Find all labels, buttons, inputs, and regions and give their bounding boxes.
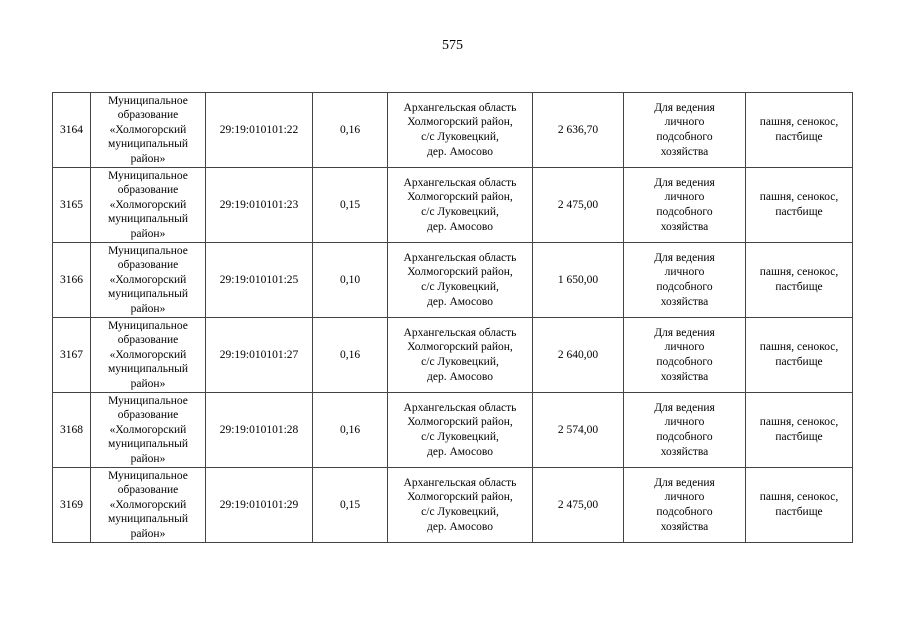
permitted-use-cell: Для ведения личного подсобного хозяйства [624, 93, 746, 168]
area-cell: 0,16 [313, 393, 388, 468]
table-row [53, 318, 853, 393]
owner-cell: Муниципальное образование «Холмогорский муниципальный район» [91, 393, 206, 468]
permitted-use-cell: Для ведения личного подсобного хозяйства [624, 318, 746, 393]
row-number-cell: 3165 [53, 168, 91, 243]
cadastral-number-cell: 29:19:010101:25 [206, 243, 313, 318]
row-number-cell: 3167 [53, 318, 91, 393]
permitted-use-cell: Для ведения личного подсобного хозяйства [624, 168, 746, 243]
area-cell: 0,15 [313, 168, 388, 243]
cadastral-value-cell: 2 475,00 [533, 168, 624, 243]
area-cell: 0,16 [313, 93, 388, 168]
address-cell: Архангельская область Холмогорский район, с/с Луковецкий, дер. Амосово [388, 243, 533, 318]
land-registry-table [52, 92, 853, 543]
cadastral-value-cell: 2 640,00 [533, 318, 624, 393]
row-number-cell: 3168 [53, 393, 91, 468]
table-row [53, 243, 853, 318]
land-type-cell: пашня, сенокос, пастбище [746, 468, 853, 543]
table-row [53, 168, 853, 243]
row-number-cell: 3169 [53, 468, 91, 543]
address-cell: Архангельская область Холмогорский район, с/с Луковецкий, дер. Амосово [388, 93, 533, 168]
permitted-use-cell: Для ведения личного подсобного хозяйства [624, 393, 746, 468]
address-cell: Архангельская область Холмогорский район, с/с Луковецкий, дер. Амосово [388, 318, 533, 393]
owner-cell: Муниципальное образование «Холмогорский муниципальный район» [91, 468, 206, 543]
permitted-use-cell: Для ведения личного подсобного хозяйства [624, 243, 746, 318]
cadastral-value-cell: 2 574,00 [533, 393, 624, 468]
cadastral-value-cell: 2 636,70 [533, 93, 624, 168]
area-cell: 0,15 [313, 468, 388, 543]
cadastral-number-cell: 29:19:010101:22 [206, 93, 313, 168]
cadastral-number-cell: 29:19:010101:23 [206, 168, 313, 243]
area-cell: 0,16 [313, 318, 388, 393]
owner-cell: Муниципальное образование «Холмогорский муниципальный район» [91, 243, 206, 318]
cadastral-number-cell: 29:19:010101:27 [206, 318, 313, 393]
cadastral-number-cell: 29:19:010101:28 [206, 393, 313, 468]
table-row [53, 93, 853, 168]
land-type-cell: пашня, сенокос, пастбище [746, 243, 853, 318]
address-cell: Архангельская область Холмогорский район, с/с Луковецкий, дер. Амосово [388, 393, 533, 468]
cadastral-value-cell: 2 475,00 [533, 468, 624, 543]
page-number: 575 [442, 38, 463, 53]
table-row [53, 468, 853, 543]
land-type-cell: пашня, сенокос, пастбище [746, 168, 853, 243]
cadastral-value-cell: 1 650,00 [533, 243, 624, 318]
address-cell: Архангельская область Холмогорский район, с/с Луковецкий, дер. Амосово [388, 168, 533, 243]
permitted-use-cell: Для ведения личного подсобного хозяйства [624, 468, 746, 543]
area-cell: 0,10 [313, 243, 388, 318]
owner-cell: Муниципальное образование «Холмогорский муниципальный район» [91, 93, 206, 168]
cadastral-number-cell: 29:19:010101:29 [206, 468, 313, 543]
table-row [53, 393, 853, 468]
row-number-cell: 3164 [53, 93, 91, 168]
land-type-cell: пашня, сенокос, пастбище [746, 93, 853, 168]
owner-cell: Муниципальное образование «Холмогорский муниципальный район» [91, 168, 206, 243]
row-number-cell: 3166 [53, 243, 91, 318]
land-type-cell: пашня, сенокос, пастбище [746, 318, 853, 393]
land-type-cell: пашня, сенокос, пастбище [746, 393, 853, 468]
owner-cell: Муниципальное образование «Холмогорский муниципальный район» [91, 318, 206, 393]
address-cell: Архангельская область Холмогорский район, с/с Луковецкий, дер. Амосово [388, 468, 533, 543]
